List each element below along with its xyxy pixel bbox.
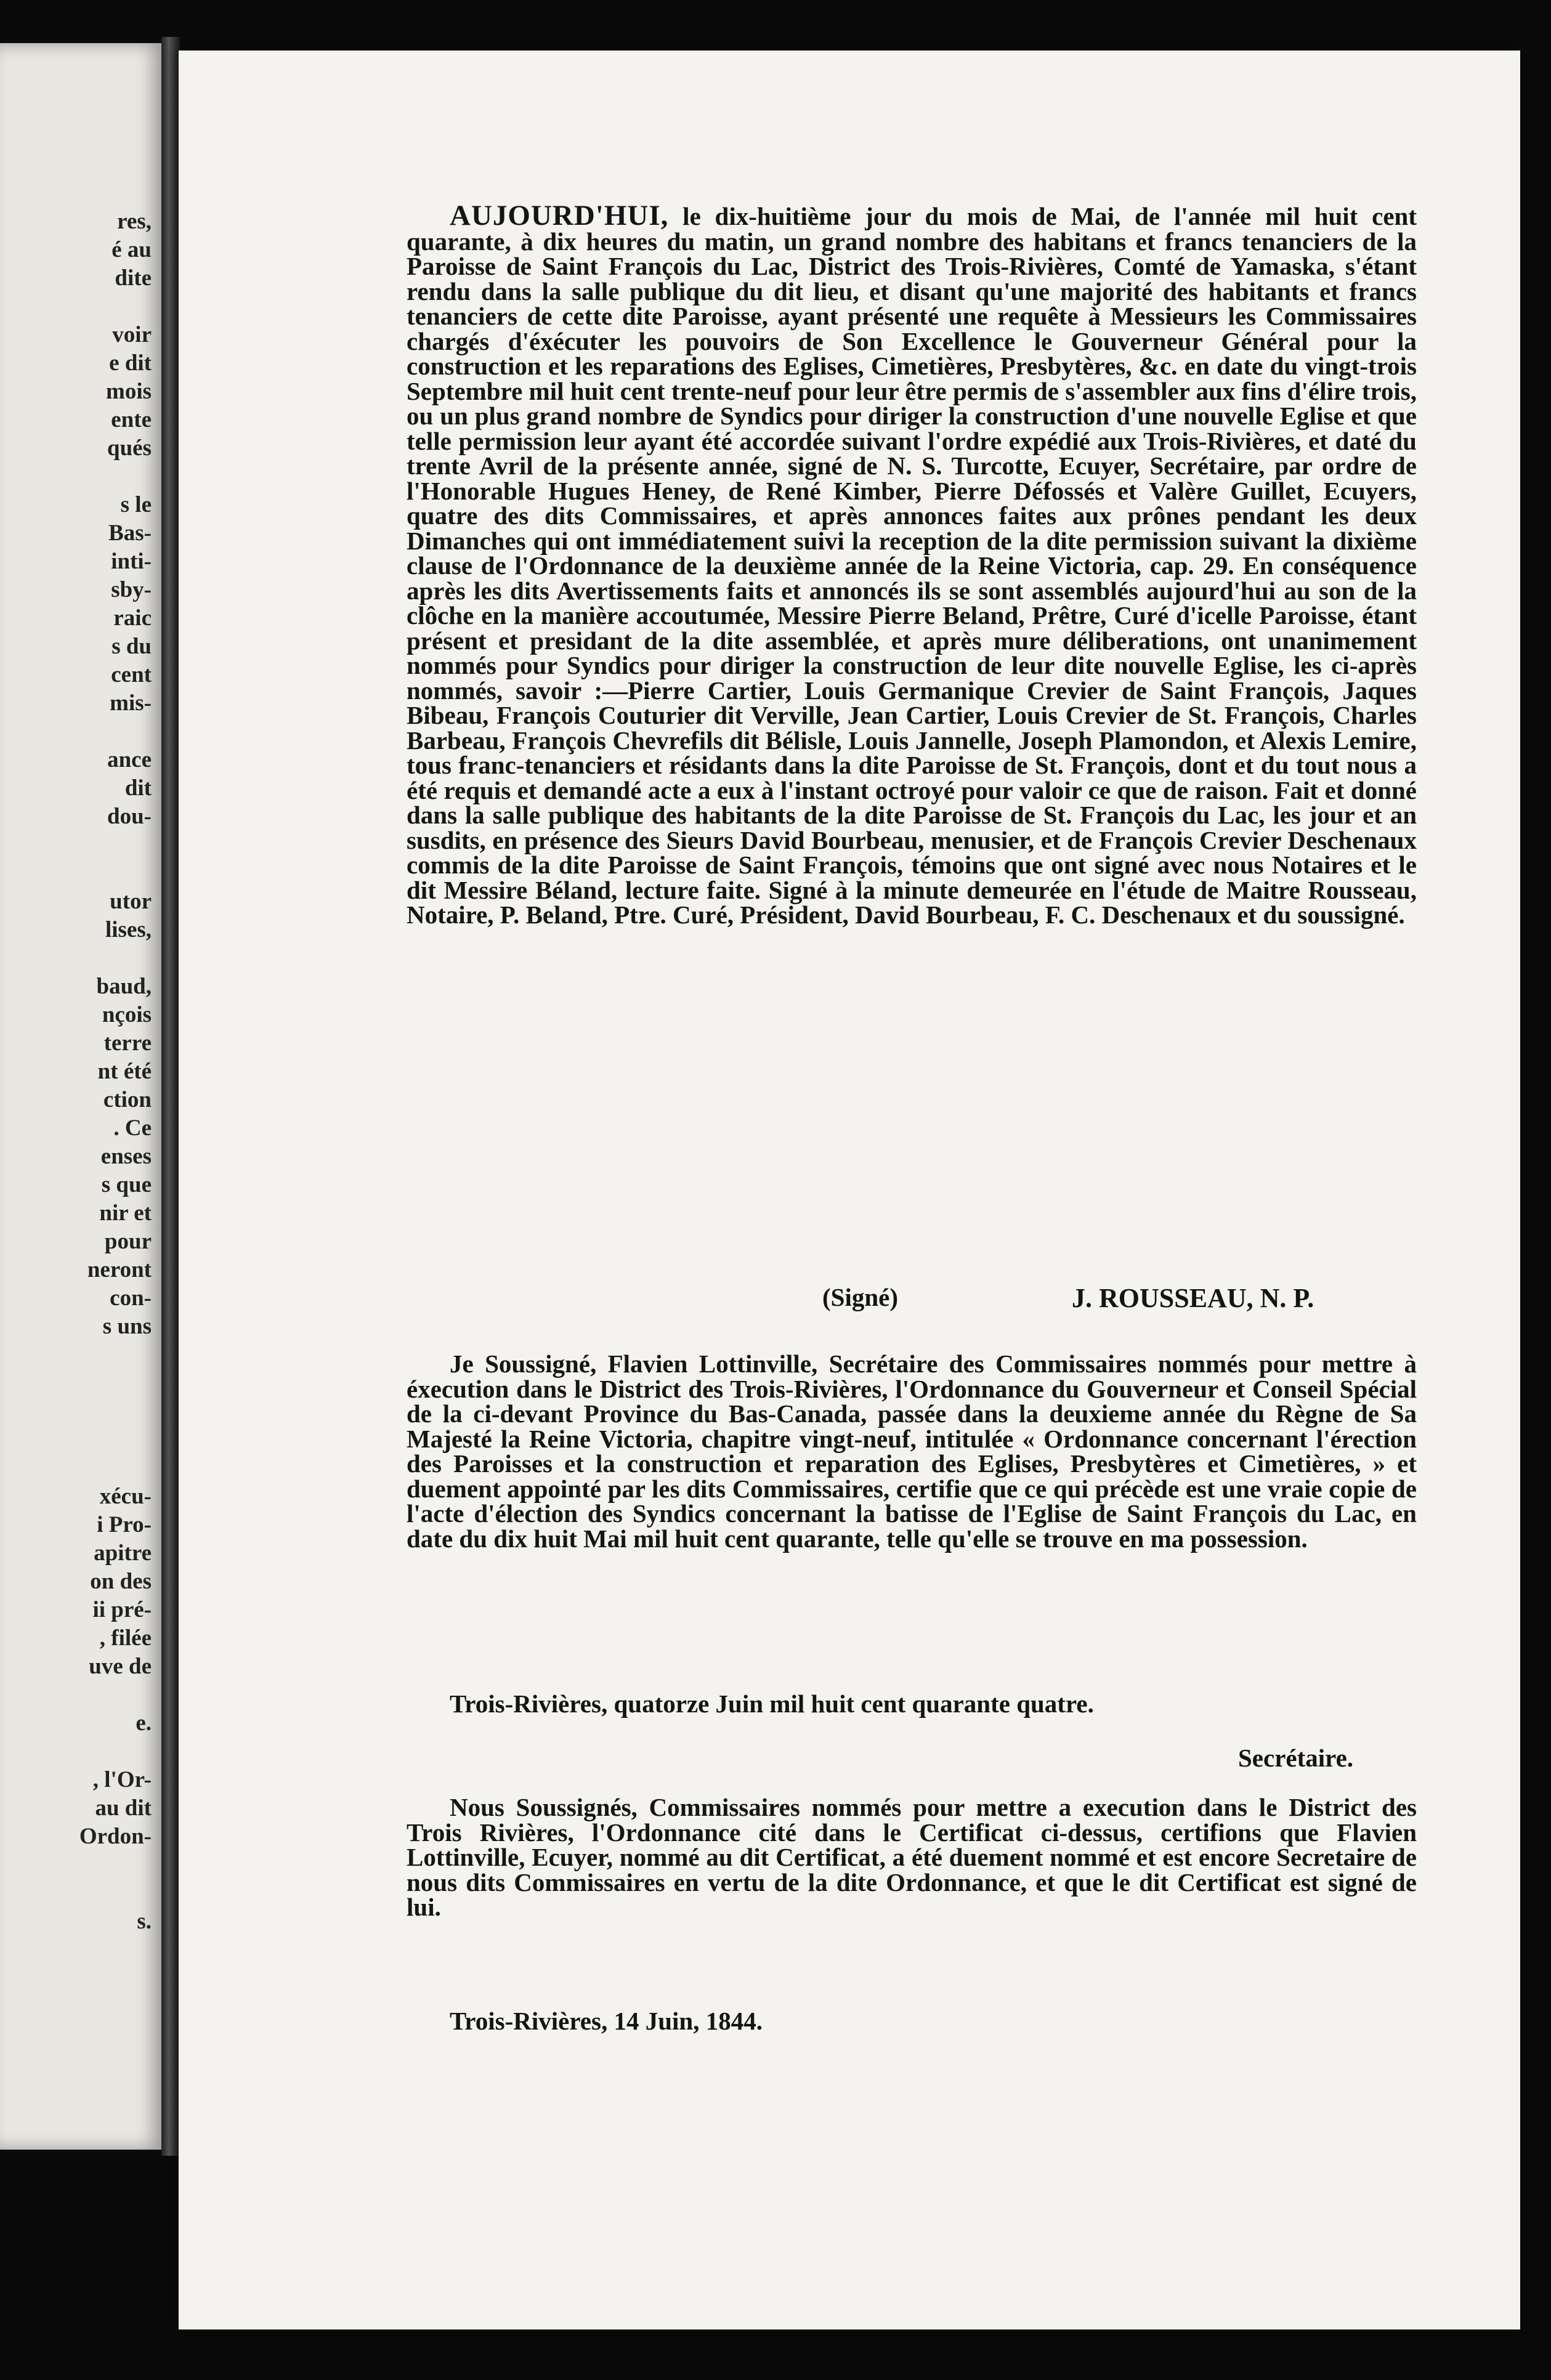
facing-page-text-fragment: mois xyxy=(106,379,152,404)
facing-page-text-fragment: on des xyxy=(90,1569,152,1594)
election-act-paragraph xyxy=(407,200,1417,929)
facing-page-text-fragment: Bas- xyxy=(108,520,152,546)
commissioners-body: Nous Soussignés, Commissaires nommés pour mettre a execution dans le District des Trois Rivières, l'Ordonnance cité dans le Certificat ci-dessus, certifions que Flavien Lottinville, Ecuyer, nommé au dit Certificat, a été duement nommé et est encore Secretaire de nous dits Commissaires en vertu de la dite Ordonnance, et que le dit Certificat est signé de lui. xyxy=(407,1793,1417,1921)
facing-page-text-fragment: i Pro- xyxy=(97,1512,152,1537)
facing-page-text-fragment: , l'Or- xyxy=(92,1767,152,1792)
facing-page-text-fragment: baud, xyxy=(96,974,152,999)
lead-word: AUJOURD'HUI, xyxy=(450,200,669,232)
facing-page-text-fragment: qués xyxy=(107,435,152,461)
facing-page-text-fragment: e. xyxy=(136,1710,152,1736)
signed-label: (Signé) xyxy=(822,1283,898,1311)
facing-page-text-fragment: neront xyxy=(87,1257,152,1282)
book-gutter xyxy=(161,37,180,2156)
facing-page-text-fragment: xécu- xyxy=(99,1484,152,1509)
facing-page-text-fragment: au dit xyxy=(95,1795,152,1821)
facing-page-text-fragment: uve de xyxy=(89,1654,152,1679)
facing-page-text-fragment: ance xyxy=(107,747,152,772)
facing-page-text-fragment: s le xyxy=(120,492,152,517)
facing-page-text-fragment: dou- xyxy=(107,804,152,829)
facing-page-text-fragment: nir et xyxy=(99,1200,152,1226)
facing-page-text-fragment: ente xyxy=(111,407,152,432)
facing-page-text-fragment: , filée xyxy=(99,1625,152,1651)
document-page xyxy=(179,51,1520,2329)
certificate-body: Je Soussigné, Flavien Lottinville, Secrétaire des Commissaires nommés pour mettre à éxecution dans le District des Trois-Rivières, l'Ordonnance du Gouverneur et Conseil Spécial de la ci-devant Province du Bas-Canada, passée dans la deuxieme année du Règne de Sa Majesté la Reine Victoria, chapitre vingt-neuf, intitulée « Ordonnance concernant l'érection des Paroisses et la construction et reparation des Eglises, Presbytères et Cimetières, » et duement appointé par les dits Commissaires, certifie que ce qui précède est une vraie copie de l'acte d'élection des Syndics concernant la batisse de l'Eglise de Saint François du Lac, en date du dix huit Mai mil huit cent quarante, telle qu'elle se trouve en ma possession. xyxy=(407,1350,1417,1553)
facing-page-text-fragment: dite xyxy=(115,265,152,291)
facing-page-text-fragment: nçois xyxy=(102,1002,152,1027)
facing-page-fragment xyxy=(0,43,165,2150)
facing-page-text-fragment: e dit xyxy=(109,350,152,376)
facing-page-text-fragment: pour xyxy=(104,1229,152,1254)
facing-page-text-fragment: sby- xyxy=(111,577,152,602)
facing-page-text-fragment: nt été xyxy=(97,1059,152,1084)
facing-page-text-fragment: res, xyxy=(117,209,152,234)
facing-page-text-fragment: s que xyxy=(101,1172,152,1197)
final-date: Trois-Rivières, 14 Juin, 1844. xyxy=(450,2007,763,2035)
facing-page-text-fragment: enses xyxy=(100,1144,152,1169)
facing-page-text-fragment: raic xyxy=(113,605,152,631)
certificate-date: Trois-Rivières, quatorze Juin mil huit cent quarante quatre. xyxy=(450,1690,1094,1718)
facing-page-text-fragment: s uns xyxy=(102,1314,152,1339)
facing-page-text-fragment: mis- xyxy=(110,690,152,716)
facing-page-text-fragment: Ordon- xyxy=(79,1824,152,1849)
facing-page-text-fragment: . Ce xyxy=(113,1115,152,1141)
facing-page-text-fragment: inti- xyxy=(111,549,152,574)
facing-page-text-fragment: voir xyxy=(112,322,152,347)
facing-page-text-fragment: ii pré- xyxy=(92,1597,152,1622)
facing-page-text-fragment: dit xyxy=(124,775,152,801)
commissioners-paragraph xyxy=(407,1795,1417,1920)
facing-page-text-fragment: lises, xyxy=(105,917,152,942)
facing-page-text-fragment: s du xyxy=(111,634,152,659)
facing-page-text-fragment: cent xyxy=(111,662,152,687)
facing-page-text-fragment: s. xyxy=(137,1909,152,1934)
facing-page-text-fragment: apitre xyxy=(94,1540,152,1566)
secretary-label: Secrétaire. xyxy=(1238,1744,1354,1772)
facing-page-text-fragment: utor xyxy=(110,889,152,914)
election-act-body: le dix-huitième jour du mois de Mai, de l'année mil huit cent quarante, à dix heures du matin, un grand nombre des habitans et francs tenanciers de la Paroisse de Saint François du Lac, District des Trois-Rivières, Comté de Yamaska, s'étant rendu dans la salle publique du dit lieu, et disant qu'une majorité des habitants et francs tenanciers de cette dite Paroisse, ayant présenté une requête à Messieurs les Commissaires chargés d'éxécuter les pouvoirs de Son Excellence le Gouverneur Général pour la construction et les reparations des Eglises, Cimetières, Presbytères, &c. en date du vingt-trois Septembre mil huit cent trente-neuf pour leur être permis de s'assembler aux fins d'élire trois, ou un plus grand nombre de Syndics pour diriger la construction d'une nouvelle Eglise et que telle permission leur ayant été accordée suivant l'ordre expédié aux Trois-Rivières, et daté du trente Avril de la présente année, signé de N. S. Turcotte, Ecuyer, Secrétaire, par ordre de l'Honorable Hugues Heney, de René Kimber, Pierre Défossés et Valère Guillet, Ecuyers, quatre des dits Commissaires, et après annonces faites aux prônes pendant les deux Dimanches qui ont immédiatement suivi la reception de la dite permission suivant la dixième clause de l'Ordonnance de la deuxième année de la Reine Victoria, cap. 29. En conséquence après les dits Avertissements faits et annoncés ils se sont assemblés aujourd'hui au son de la clôche en la manière accoutumée, Messire Pierre Beland, Prêtre, Curé d'icelle Paroisse, étant présent et presidant de la dite assemblée, et après mure déliberations, ont unanimement nommés pour Syndics pour diriger la construction de leur dite nouvelle Eglise, les ci-après nommés, savoir :—Pierre Cartier, Louis Germanique Crevier de Saint François, Jaques Bibeau, François Couturier dit Verville, Jean Cartier, Louis Crevier de St. François, Charles Barbeau, François Chevrefils dit Bélisle, Louis Jannelle, Joseph Plamondon, et Alexis Lemire, tous franc-tenanciers et résidants dans la dite Paroisse de St. François, dont et du tout nous a été requis et demandé acte a eux à l'instant octroyé pour valoir ce que de raison. Fait et donné dans la salle publique des habitants de la dite Paroisse de St. François du Lac, les jour et an susdits, en présence des Sieurs David Bourbeau, menusier, et de François Crevier Deschenaux commis de la dite Paroisse de Saint François, témoins que ont signé avec nous Notaires et le dit Messire Béland, lecture faite. Signé à la minute demeurée en l'étude de Maitre Rousseau, Notaire, P. Beland, Ptre. Curé, Président, David Bourbeau, F. C. Deschenaux et du soussigné. xyxy=(407,202,1417,929)
facing-page-text-fragment: ction xyxy=(103,1087,152,1112)
facing-page-text-fragment: con- xyxy=(110,1285,152,1311)
secretary-certificate-paragraph xyxy=(407,1351,1417,1551)
facing-page-text-fragment: é au xyxy=(111,237,152,262)
facing-page-text-fragment: terre xyxy=(103,1030,152,1056)
signer-rousseau: J. ROUSSEAU, N. P. xyxy=(1072,1283,1314,1313)
